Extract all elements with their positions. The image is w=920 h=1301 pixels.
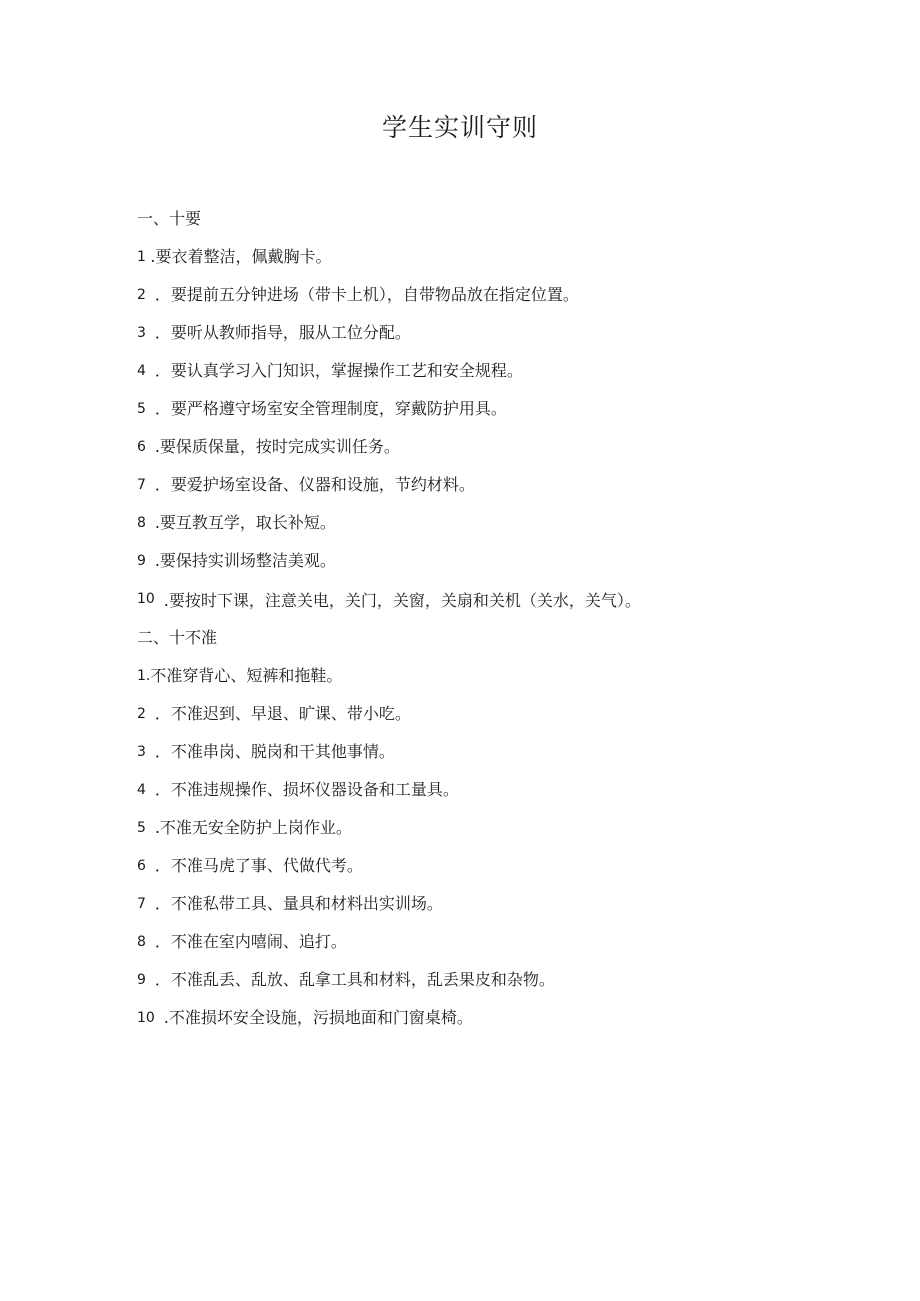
rule-number: 10 bbox=[137, 591, 155, 607]
rule-text: .不准无安全防护上岗作业。 bbox=[154, 818, 352, 837]
rule-number: 5 bbox=[137, 401, 146, 417]
rule-item bbox=[137, 893, 682, 915]
rule-item bbox=[137, 512, 682, 534]
rule-number: 8 bbox=[137, 934, 146, 950]
rule-number: 4 bbox=[137, 363, 146, 379]
rule-number: 7 bbox=[137, 477, 146, 493]
rule-number: 5 bbox=[137, 820, 146, 836]
rule-number: 6 bbox=[137, 858, 146, 874]
rule-number: 9 bbox=[137, 972, 146, 988]
rule-item bbox=[137, 931, 682, 953]
rule-item bbox=[137, 665, 682, 687]
rule-text: .要保持实训场整洁美观。 bbox=[154, 551, 336, 570]
rule-number: 2 bbox=[137, 706, 146, 722]
rule-text: ．要提前五分钟进场（带卡上机），自带物品放在指定位置。 bbox=[154, 285, 579, 304]
rule-number: 6 bbox=[137, 439, 146, 455]
rule-number: 7 bbox=[137, 896, 146, 912]
rule-number: 1. bbox=[137, 668, 151, 684]
rule-item bbox=[137, 322, 682, 344]
rule-item bbox=[137, 284, 682, 306]
rule-item bbox=[137, 817, 682, 839]
rule-item bbox=[137, 779, 682, 801]
rule-number: 3 bbox=[137, 744, 146, 760]
rule-item bbox=[137, 474, 682, 496]
rule-number: 10 bbox=[137, 1010, 155, 1026]
rule-text: ．不准私带工具、量具和材料出实训场。 bbox=[154, 894, 443, 913]
rule-number: 9 bbox=[137, 553, 146, 569]
rule-text: .要按时下课，注意关电，关门，关窗，关扇和关机（关水，关气）。 bbox=[163, 591, 641, 610]
rule-text: ．要爱护场室设备、仪器和设施，节约材料。 bbox=[154, 475, 475, 494]
rule-text: ．不准迟到、早退、旷课、带小吃。 bbox=[154, 704, 411, 723]
rule-text: .不准损坏安全设施，污损地面和门窗桌椅。 bbox=[163, 1008, 473, 1027]
rule-item bbox=[137, 246, 682, 268]
rule-number: 8 bbox=[137, 515, 146, 531]
rule-number: 1 bbox=[137, 249, 146, 265]
section-heading-ten-prohibitions: 二、十不准 bbox=[137, 628, 218, 647]
rule-number: 2 bbox=[137, 287, 146, 303]
document-title: 学生实训守则 bbox=[381, 113, 538, 142]
rule-item bbox=[137, 969, 682, 991]
rule-text: ．要严格遵守场室安全管理制度，穿戴防护用具。 bbox=[154, 399, 507, 418]
rule-text: .要互教互学，取长补短。 bbox=[154, 513, 336, 532]
rule-text: ．不准串岗、脱岗和干其他事情。 bbox=[154, 742, 395, 761]
rule-text: ．不准马虎了事、代做代考。 bbox=[154, 856, 363, 875]
rule-text: ．要听从教师指导，服从工位分配。 bbox=[154, 323, 411, 342]
rule-item bbox=[137, 588, 682, 613]
rule-item bbox=[137, 436, 682, 458]
rule-item bbox=[137, 1007, 682, 1029]
rule-text: 不准穿背心、短裤和拖鞋。 bbox=[150, 666, 343, 685]
rule-text: ．不准在室内嘻闹、追打。 bbox=[154, 932, 347, 951]
rule-item bbox=[137, 703, 682, 725]
rule-item bbox=[137, 398, 682, 420]
rule-text: ．不准违规操作、损坏仪器设备和工量具。 bbox=[154, 780, 459, 799]
rule-text: .要保质保量，按时完成实训任务。 bbox=[154, 437, 400, 456]
rule-item bbox=[137, 550, 682, 572]
rule-number: 4 bbox=[137, 782, 146, 798]
rule-number: 3 bbox=[137, 325, 146, 341]
rule-item bbox=[137, 855, 682, 877]
rule-text: ．要认真学习入门知识，掌握操作工艺和安全规程。 bbox=[154, 361, 523, 380]
rule-text: .要衣着整洁，佩戴胸卡。 bbox=[150, 247, 332, 266]
rule-text: ．不准乱丢、乱放、乱拿工具和材料，乱丢果皮和杂物。 bbox=[154, 970, 555, 989]
section-heading-ten-musts: 一、十要 bbox=[137, 209, 202, 228]
document-body bbox=[137, 208, 682, 1045]
rule-item bbox=[137, 741, 682, 763]
rule-item bbox=[137, 360, 682, 382]
